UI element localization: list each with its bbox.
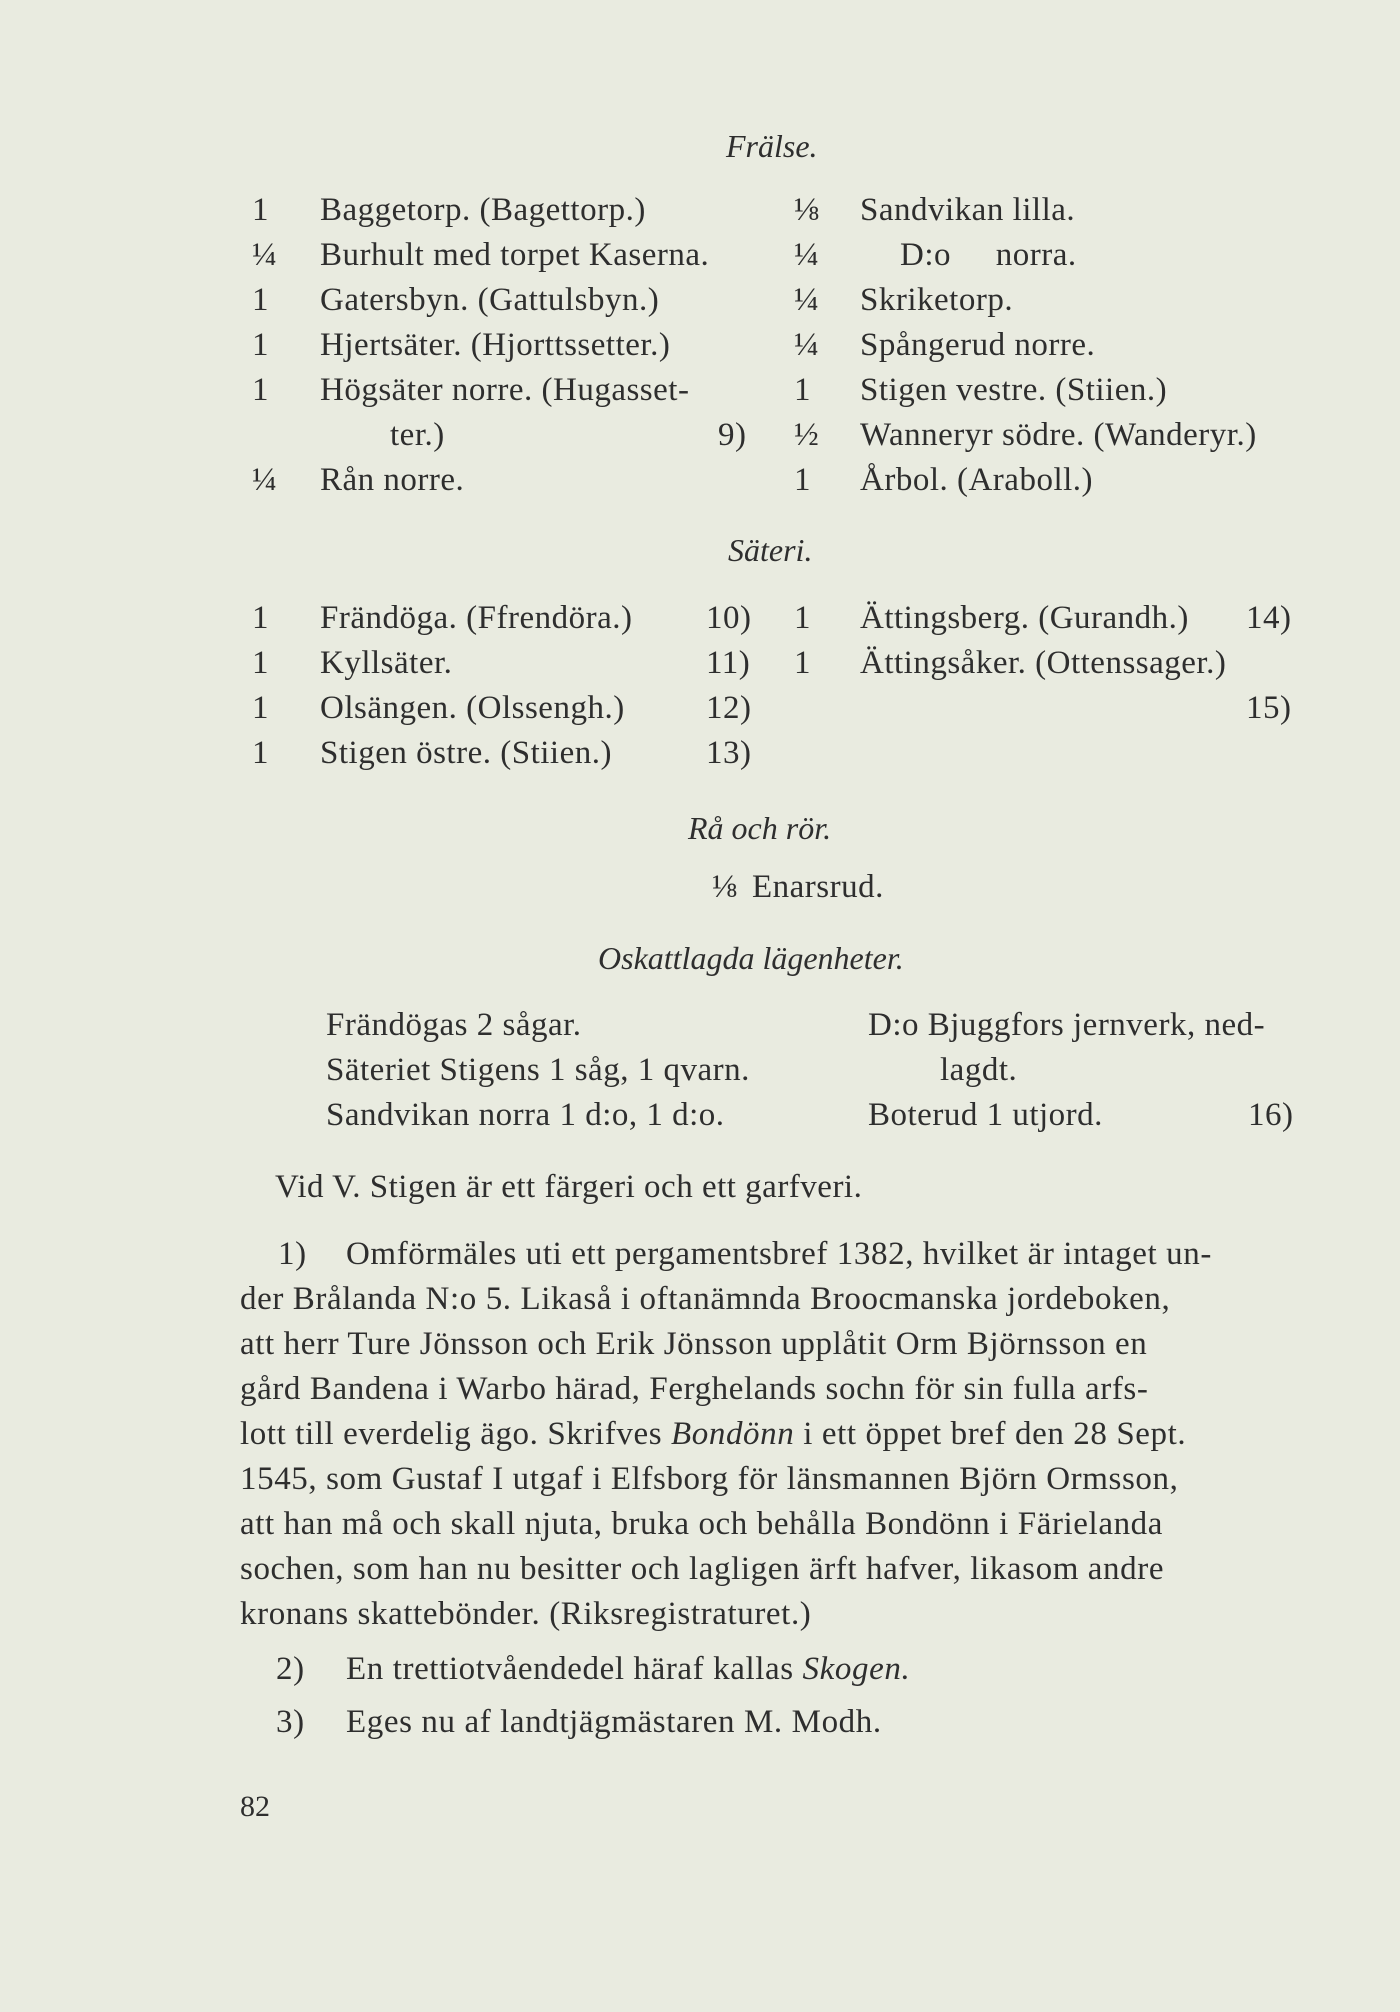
oskattlagda-note: 16) xyxy=(1248,1097,1294,1133)
heading-oskattlagda: Oskattlagda lägenheter. xyxy=(598,940,904,976)
footnote-line: Omförmäles uti ett pergamentsbref 1382, hvilket är intaget un- xyxy=(346,1236,1212,1272)
heading-sateri: Säteri. xyxy=(728,532,813,568)
footnote-marker: 3) xyxy=(276,1704,305,1740)
oskattlagda-item: Frändögas 2 sågar. xyxy=(326,1007,582,1043)
footnote-text: i ett öppet bref den 28 Sept. xyxy=(803,1416,1187,1452)
sateri-right-name: Ättingsberg. (Gurandh.) xyxy=(860,600,1189,636)
fralse-left-name: Baggetorp. (Bagettorp.) xyxy=(320,192,646,228)
sateri-left-note: 10) xyxy=(706,600,752,636)
fralse-right-frac: ⅛ xyxy=(794,192,820,228)
fralse-left-name: Rån norre. xyxy=(320,462,465,498)
sateri-right-note: 14) xyxy=(1246,600,1292,636)
footnote-text: En trettiotvåendedel häraf kallas xyxy=(346,1651,803,1687)
fralse-right-frac: ¼ xyxy=(794,237,820,273)
sateri-left-note: 11) xyxy=(706,645,751,681)
sateri-left-name: Frändöga. (Ffrendöra.) xyxy=(320,600,633,636)
footnote-marker: 1) xyxy=(278,1236,307,1272)
fralse-left-frac: 1 xyxy=(252,372,269,408)
sateri-left-frac: 1 xyxy=(252,690,269,726)
sateri-right-frac: 1 xyxy=(794,645,811,681)
sateri-left-name: Kyllsäter. xyxy=(320,645,453,681)
fralse-left-frac: 1 xyxy=(252,192,269,228)
page-number: 82 xyxy=(240,1790,270,1823)
ra-och-ror-name: Enarsrud. xyxy=(752,869,884,905)
sateri-left-frac: 1 xyxy=(252,600,269,636)
fralse-left-name: Högsäter norre. (Hugasset- xyxy=(320,372,690,408)
footnote-text-line xyxy=(346,1647,910,1692)
footnote-line: gård Bandena i Warbo härad, Ferghelands sochn för sin fulla arfs- xyxy=(240,1371,1149,1407)
fralse-right-name: Skriketorp. xyxy=(860,282,1014,318)
fralse-right-name: Årbol. (Araboll.) xyxy=(860,462,1094,498)
sateri-left-name: Olsängen. (Olssengh.) xyxy=(320,690,625,726)
fralse-left-frac: 1 xyxy=(252,282,269,318)
fralse-left-frac: ¼ xyxy=(252,237,278,273)
fralse-left-name: Burhult med torpet Kaserna. xyxy=(320,237,710,273)
vid-line: Vid V. Stigen är ett färgeri och ett garfveri. xyxy=(275,1169,863,1205)
fralse-right-frac: 1 xyxy=(794,372,811,408)
ra-och-ror-frac: ⅛ xyxy=(712,869,738,905)
oskattlagda-item: Säteriet Stigens 1 såg, 1 qvarn. xyxy=(326,1052,750,1088)
fralse-left-frac: ¼ xyxy=(252,462,278,498)
fralse-right-frac: ½ xyxy=(794,417,820,453)
footnote-line-with-italic xyxy=(240,1412,1186,1457)
footnote-line: sochen, som han nu besitter och lagligen ärft hafver, likasom andre xyxy=(240,1551,1165,1587)
footnote-italic-word: Bondönn xyxy=(670,1416,795,1452)
fralse-left-name: ter.) xyxy=(390,417,445,453)
footnote-text: lott till everdelig ägo. Skrifves xyxy=(240,1416,671,1452)
footnote-italic-word: Skogen. xyxy=(802,1651,911,1687)
oskattlagda-item: Sandvikan norra 1 d:o, 1 d:o. xyxy=(326,1097,725,1133)
footnote-text xyxy=(794,1416,803,1452)
oskattlagda-item: D:o Bjuggfors jernverk, ned- xyxy=(868,1007,1266,1043)
fralse-left-name: Hjertsäter. (Hjorttssetter.) xyxy=(320,327,671,363)
heading-ra-och-ror: Rå och rör. xyxy=(688,810,832,846)
oskattlagda-item: lagdt. xyxy=(940,1052,1018,1088)
footnote-line: 1545, som Gustaf I utgaf i Elfsborg för länsmannen Björn Ormsson, xyxy=(240,1461,1179,1497)
footnote-text: Eges nu af landtjägmästaren M. Modh. xyxy=(346,1704,882,1740)
oskattlagda-item: Boterud 1 utjord. xyxy=(868,1097,1103,1133)
sateri-left-note: 12) xyxy=(706,690,752,726)
fralse-left-note: 9) xyxy=(718,417,747,453)
sateri-left-frac: 1 xyxy=(252,645,269,681)
fralse-right-name: Sandvikan lilla. xyxy=(860,192,1076,228)
fralse-left-name: Gatersbyn. (Gattulsbyn.) xyxy=(320,282,660,318)
heading-fralse: Frälse. xyxy=(726,128,818,164)
footnote-marker: 2) xyxy=(276,1651,305,1687)
footnote-line: kronans skattebönder. (Riksregistraturet.) xyxy=(240,1596,812,1632)
fralse-left-frac: 1 xyxy=(252,327,269,363)
footnote-line: att han må och skall njuta, bruka och behålla Bondönn i Färielanda xyxy=(240,1506,1164,1542)
fralse-right-name: Stigen vestre. (Stiien.) xyxy=(860,372,1168,408)
sateri-right-name: Ättingsåker. (Ottenssager.) xyxy=(860,645,1227,681)
sateri-right-frac: 1 xyxy=(794,600,811,636)
sateri-left-frac: 1 xyxy=(252,735,269,771)
footnote-line: att herr Ture Jönsson och Erik Jönsson upplåtit Orm Björnsson en xyxy=(240,1326,1148,1362)
fralse-right-name: Wanneryr södre. (Wanderyr.) xyxy=(860,417,1257,453)
fralse-right-frac: 1 xyxy=(794,462,811,498)
sateri-right-note: 15) xyxy=(1246,690,1292,726)
fralse-right-name: Spångerud norre. xyxy=(860,327,1096,363)
fralse-right-name: D:o norra. xyxy=(900,237,1077,273)
fralse-right-frac: ¼ xyxy=(794,327,820,363)
sateri-left-note: 13) xyxy=(706,735,752,771)
fralse-right-frac: ¼ xyxy=(794,282,820,318)
sateri-left-name: Stigen östre. (Stiien.) xyxy=(320,735,612,771)
footnote-line: der Brålanda N:o 5. Likaså i oftanämnda Broocmanska jordeboken, xyxy=(240,1281,1171,1317)
